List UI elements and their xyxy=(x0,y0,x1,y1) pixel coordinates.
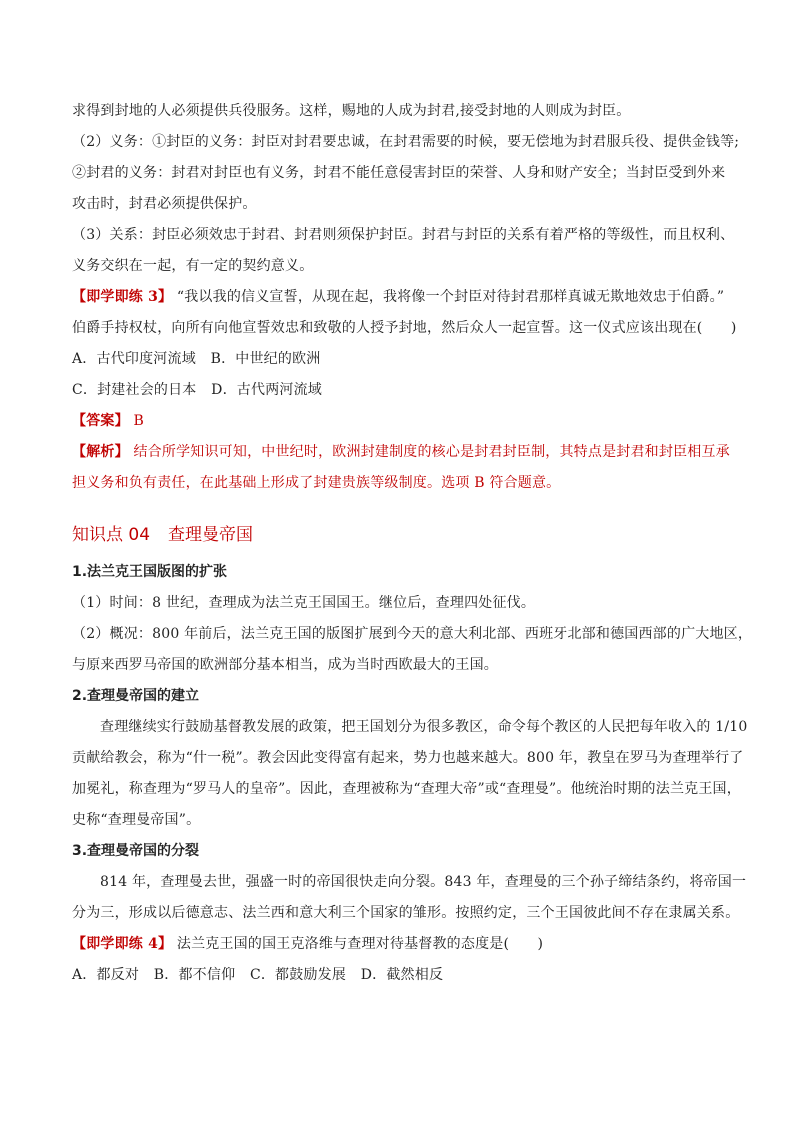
text-line: （2）概况：800 年前后，法兰克王国的版图扩展到今天的意大利北部、西班牙北部和德国西部的广大地区， xyxy=(72,626,753,642)
practice-label: 【即学即练 4】 xyxy=(72,936,173,952)
option-d: D．古代两河流域 xyxy=(211,382,322,398)
option-d: D．截然相反 xyxy=(360,967,444,983)
analysis-label: 【解析】 xyxy=(72,444,129,460)
text-line: （2）义务：①封臣的义务：封臣对封君要忠诚，在封君需要的时候，要无偿地为封君服兵役、提供金钱等; xyxy=(72,134,740,150)
section-title xyxy=(72,523,722,547)
option-b: B．都不信仰 xyxy=(153,967,236,983)
subheading: 2.查理曼帝国的建立 xyxy=(72,688,200,704)
option-b: B．中世纪的欧洲 xyxy=(210,351,321,367)
analysis-text: 结合所学知识可知，中世纪时，欧洲封建制度的核心是封君封臣制，其特点是封君和封臣相互承 xyxy=(133,444,730,460)
text-line: （3）关系：封臣必须效忠于封君、封君则须保护封臣。封君与封臣的关系有着严格的等级性，而且权利、 xyxy=(72,227,735,243)
practice-question xyxy=(72,282,725,313)
text-line: 伯爵手持权杖，向所有向他宣誓效忠和致敬的人授予封地，然后众人一起宣誓。这一仪式应该出现在( ) xyxy=(72,320,737,336)
text-line: 史称“查理曼帝国”。 xyxy=(72,812,201,828)
text-line: 加冕礼，称查理为“罗马人的皇帝”。因此，查理被称为“查理大帝”或“查理曼”。他统治时期的法兰克王国， xyxy=(72,781,741,797)
text-line: 求得到封地的人必须提供兵役服务。这样，赐地的人成为封君,接受封地的人则成为封臣。 xyxy=(72,103,631,119)
options-row xyxy=(72,344,722,375)
text-line: （1）时间：8 世纪，查理成为法兰克王国国王。继位后，查理四处征伐。 xyxy=(72,595,536,611)
option-c: C．封建社会的日本 xyxy=(72,382,197,398)
text-line: 义务交织在一起，有一定的契约意义。 xyxy=(72,258,314,274)
answer-row xyxy=(72,406,722,437)
text-line: 与原来西罗马帝国的欧洲部分基本相当，成为当时西欧最大的王国。 xyxy=(72,657,498,673)
question-text: “我以我的信义宣誓，从现在起，我将像一个封臣对待封君那样真诚无欺地效忠于伯爵。” xyxy=(176,289,725,305)
answer-value: B xyxy=(133,413,144,429)
section-name: 查理曼帝国 xyxy=(168,525,254,545)
text-line: ②封君的义务：封君对封臣也有义务，封君不能任意侵害封臣的荣誉、人身和财产安全；当封臣受到外来 xyxy=(72,165,726,181)
text-line: 攻击时，封君必须提供保护。 xyxy=(72,196,257,212)
options-row xyxy=(72,960,722,991)
document-page xyxy=(72,96,753,991)
option-a: A．古代印度河流域 xyxy=(72,351,196,367)
text-line: 查理继续实行鼓励基督教发展的政策，把王国划分为很多教区，命令每个教区的人民把每年收入的 1/10 xyxy=(100,719,748,735)
option-a: A．都反对 xyxy=(72,967,140,983)
subheading: 1.法兰克王国版图的扩张 xyxy=(72,564,228,580)
option-c: C．都鼓励发展 xyxy=(249,967,347,983)
analysis-row xyxy=(72,437,730,468)
analysis-text: 担义务和负有责任，在此基础上形成了封建贵族等级制度。选项 B 符合题意。 xyxy=(72,475,561,491)
section-number: 知识点 04 xyxy=(72,525,151,545)
text-line: 分为三，形成以后德意志、法兰西和意大利三个国家的雏形。按照约定，三个王国彼此间不存在隶属关系。 xyxy=(72,905,740,921)
text-line: 814 年，查理曼去世，强盛一时的帝国很快走向分裂。843 年，查理曼的三个孙子缔结条约，将帝国一 xyxy=(100,874,747,890)
question-text: 法兰克王国的国王克洛维与查理对待基督教的态度是( ) xyxy=(176,936,544,952)
subheading: 3.查理曼帝国的分裂 xyxy=(72,843,200,859)
answer-label: 【答案】 xyxy=(72,413,129,429)
practice-label: 【即学即练 3】 xyxy=(72,289,173,305)
options-row xyxy=(72,375,722,406)
practice-question xyxy=(72,929,722,960)
text-line: 贡献给教会，称为“什一税”。教会因此变得富有起来，势力也越来越大。800 年，教皇在罗马为查理举行了 xyxy=(72,750,744,766)
